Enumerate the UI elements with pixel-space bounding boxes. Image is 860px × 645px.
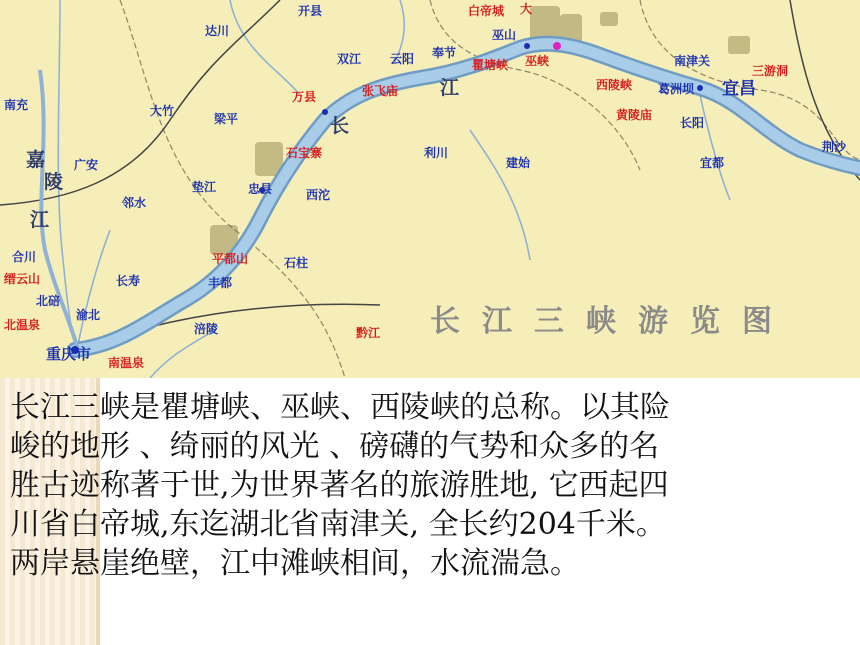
place-fuling: 涪陵 [194,322,219,336]
place-baidicheng: 白帝城 [468,4,505,18]
place-fengdu: 丰都 [208,276,233,290]
description-line: 胜古迹称著于世,为世界著名的旅游胜地, 它西起四 [10,468,669,503]
river-label-jiang: 江 [440,77,460,99]
river-label-jiang-2: 江 [30,209,50,231]
place-changyang: 长阳 [680,116,705,130]
river-label-chang: 长 [330,115,350,137]
place-zhangfeimiao: 张飞庙 [362,84,399,98]
place-yidu: 宜都 [700,156,725,170]
place-wuxia: 巫峡 [525,54,550,68]
place-dianjiang: 垫江 [192,180,217,194]
place-nanchong: 南充 [4,98,29,112]
place-kaixian: 开县 [298,4,323,18]
place-xituo: 西沱 [306,188,331,202]
place-gezhouba: 葛洲坝 [658,82,695,96]
place-pingdushan: 平都山 [212,252,249,266]
place-qianjiang: 黔江 [356,326,381,340]
place-beibei: 北碚 [36,294,61,308]
place-linshui: 邻水 [122,196,147,210]
river-label-jia: 嘉 [26,149,46,171]
place-changshou: 长寿 [116,274,141,288]
scenic-marker [553,42,561,50]
place-shuangjiang: 双江 [337,52,362,66]
description-line: 长江三峡是瞿塘峡、巫峡、西陵峡的总称。以其险 [10,390,670,425]
place-yunyang: 云阳 [390,52,415,66]
place-dazhu: 大竹 [150,104,175,118]
place-jianshi: 建始 [506,156,531,170]
place-wanxian: 万县 [292,90,317,104]
place-wushan: 巫山 [492,28,517,42]
place-zhongxian: 忠县 [248,182,273,196]
place-shizhu: 石柱 [284,256,309,270]
description-line: 峻的地形 、绮丽的风光 、磅礴的气势和众多的名 [10,429,660,464]
place-lichuan: 利川 [424,146,449,160]
place-hechuan: 合川 [12,250,37,264]
place-nanjinguan: 南津关 [674,54,711,68]
place-guang-an: 广安 [74,158,99,172]
description-line: 川省白帝城,东迄湖北省南津关, 全长约204千米。 [10,507,666,542]
place-huanglingmiao: 黄陵庙 [616,108,653,122]
place-xilingxia: 西陵峡 [596,78,633,92]
place-jingsha: 荆沙 [822,140,847,154]
place-sanyoudong: 三游洞 [752,64,789,78]
place-chongqing: 重庆市 [46,345,92,363]
mountain-symbols [210,6,750,255]
place-yubei: 渝北 [76,308,101,322]
description-panel [0,378,860,645]
map-title: 长江三峡游览图 [430,304,794,339]
place-jinyunshan: 缙云山 [4,272,41,286]
place-da: 大 [520,2,533,16]
place-fengjie: 奉节 [432,46,457,60]
place-liangping: 梁平 [214,112,239,126]
place-qutangxia: 瞿塘峡 [472,58,509,72]
place-nanwenquan: 南温泉 [108,356,145,370]
description-text [10,388,856,583]
place-yichang: 宜昌 [722,79,756,99]
place-shibaozhai: 石宝寨 [286,146,323,160]
place-dazhou: 达川 [205,24,230,38]
place-beiwenquan: 北温泉 [4,318,41,332]
description-line: 两岸悬崖绝壁，江中滩峡相间，水流湍急。 [10,546,580,581]
river-label-ling: 陵 [44,171,64,193]
